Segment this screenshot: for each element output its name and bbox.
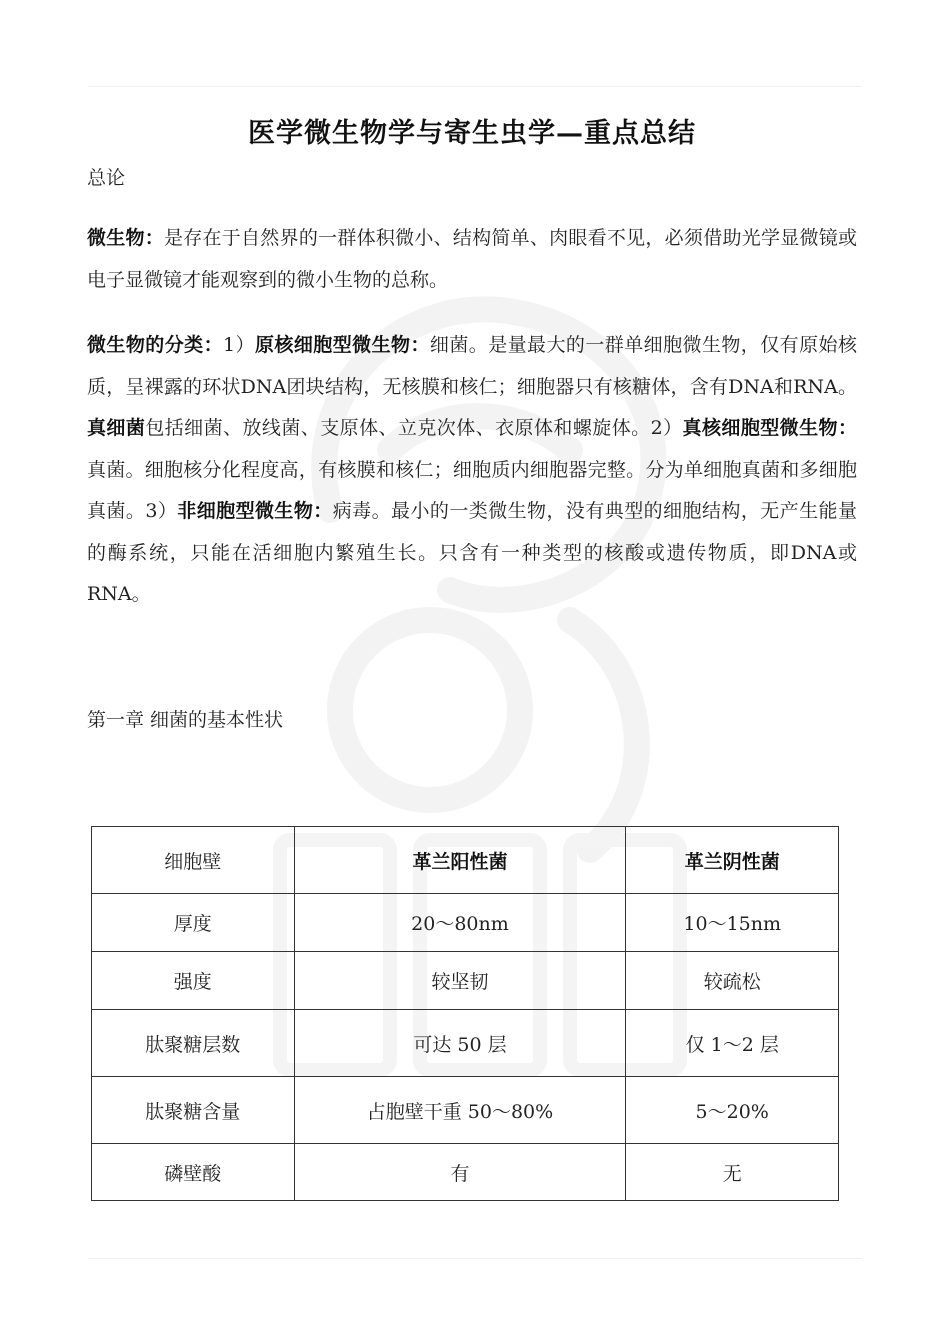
- classification-part3-prefix: 3）: [145, 500, 178, 522]
- page-bottom-rule: [88, 1258, 862, 1259]
- table-row: [92, 1144, 839, 1201]
- table-cell: 可达 50 层: [294, 1010, 626, 1077]
- classification-part3-text: 病毒。最小的一类微生物，没有典型的细胞结构，无产生能量的酶系统，只能在活细胞内繁殖生长。只含有一种类型的核酸或遗传物质，即DNA或RNA。: [87, 500, 857, 605]
- table-cell: 较疏松: [626, 952, 839, 1010]
- chapter-heading: 第一章 细菌的基本性状: [87, 708, 284, 731]
- table-cell: 厚度: [92, 894, 295, 952]
- classification-term: 微生物的分类：: [87, 334, 224, 356]
- document-body: [87, 112, 857, 734]
- classification-part1b-text: 包括细菌、放线菌、支原体、立克次体、衣原体和螺旋体。: [145, 417, 651, 439]
- classification-part1-text: 细菌。是量最大的一群单细胞微生物，仅有原始核质，呈裸露的环状DNA团块结构，无核膜和核仁；细胞器只有核糖体，含有DNA和RNA。: [87, 334, 857, 398]
- table-cell: 20～80nm: [294, 894, 626, 952]
- classification-part1-prefix: 1）: [223, 334, 255, 356]
- page-top-rule: [88, 86, 862, 87]
- classification-part1-term: 原核细胞型微生物：: [254, 334, 430, 356]
- classification-part3-term: 非细胞型微生物：: [177, 500, 333, 522]
- section-intro-heading: 总论: [87, 167, 126, 189]
- table-header-row: [92, 827, 839, 894]
- table-cell: 强度: [92, 952, 295, 1010]
- definition-paragraph: [87, 218, 857, 301]
- classification-paragraph: [87, 325, 857, 616]
- table-cell: 有: [294, 1144, 626, 1201]
- table-row: [92, 1010, 839, 1077]
- table-cell: 肽聚糖层数: [92, 1010, 295, 1077]
- table-header-cell: 细胞壁: [92, 827, 295, 894]
- table-row: [92, 952, 839, 1010]
- table-row: [92, 1077, 839, 1144]
- table-cell: 较坚韧: [294, 952, 626, 1010]
- classification-part2-text: 真菌。细胞核分化程度高，有核膜和核仁；细胞质内细胞器完整。分为单细胞真菌和多细胞真菌。: [87, 458, 857, 522]
- cell-wall-comparison-table: [91, 826, 839, 1201]
- table-cell: 占胞壁干重 50～80%: [294, 1077, 626, 1144]
- table-cell: 磷壁酸: [92, 1144, 295, 1201]
- table-cell: 仅 1～2 层: [626, 1010, 839, 1077]
- document-title: 医学微生物学与寄生虫学—重点总结: [248, 118, 696, 149]
- table-cell: 5～20%: [626, 1077, 839, 1144]
- table-row: [92, 894, 839, 952]
- definition-text: 是存在于自然界的一群体积微小、结构简单、肉眼看不见，必须借助光学显微镜或电子显微镜才能观察到的微小生物的总称。: [87, 227, 857, 291]
- classification-part2-prefix: 2）: [650, 417, 683, 439]
- table-cell: 肽聚糖含量: [92, 1077, 295, 1144]
- table-cell: 10～15nm: [626, 894, 839, 952]
- classification-part2-term: 真核细胞型微生物：: [682, 417, 857, 439]
- table-header-cell: 革兰阴性菌: [626, 827, 839, 894]
- definition-term: 微生物：: [87, 227, 165, 249]
- table-cell: 无: [626, 1144, 839, 1201]
- table-header-cell: 革兰阳性菌: [294, 827, 626, 894]
- classification-part1b-term: 真细菌: [87, 417, 146, 439]
